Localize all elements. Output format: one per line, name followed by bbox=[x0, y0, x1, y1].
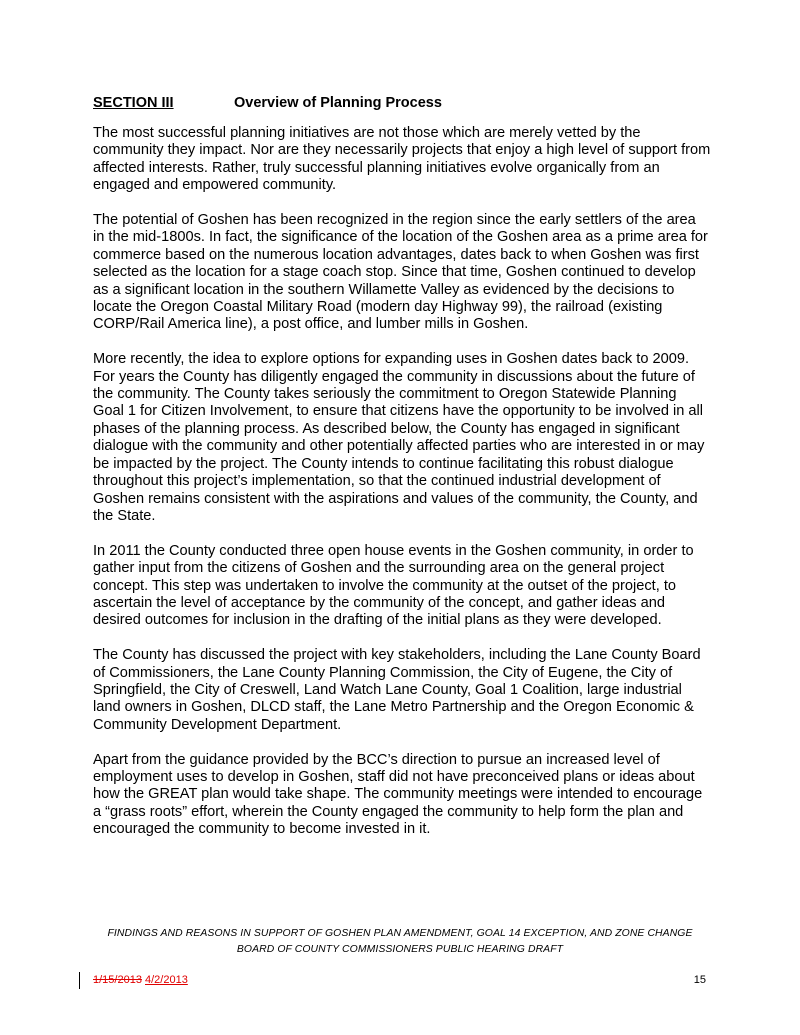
page-number: 15 bbox=[693, 974, 706, 986]
section-title: Overview of Planning Process bbox=[234, 95, 442, 111]
section-label: SECTION III bbox=[93, 95, 174, 111]
section-heading bbox=[93, 93, 711, 113]
paragraph-stakeholders: The County has discussed the project with key stakeholders, including the Lane County Board of Commissioners, the Lane County Planning Commission, the City of Eugene, the City of Springfield, the City of Creswell, Land Watch Lane County, Goal 1 Coalition, large industrial land owners in Goshen, DLCD staff, the Lane Metro Partnership and the Oregon Economic & Community Development Department. bbox=[93, 647, 701, 733]
paragraph-recent: More recently, the idea to explore options for expanding uses in Goshen dates back to 2009. For years the County has diligently engaged the community in discussions about the future of the community. The County takes seriously the commitment to Oregon Statewide Planning Goal 1 for Citizen Involvement, to ensure that citizens have the opportunity to be involved in all phases of the planning process. As described below, the County has engaged in significant dialogue with the community and other potentially affected parties who are interested in or may be impacted by the project. The County intends to continue facilitating this robust dialogue throughout this project’s implementation, so that the continued industrial development of Goshen remains consistent with the aspirations and values of the community, the County, and the State. bbox=[93, 351, 705, 524]
revision-change-bar bbox=[79, 972, 80, 989]
paragraph-history: The potential of Goshen has been recognized in the region since the early settlers of the area in the mid-1800s. In fact, the significance of the location of the Goshen area as a prime area for commerce based on the numerous location advantages, dates back to when Goshen was first selected as the location for a stage coach stop. Since that time, Goshen continued to develop as a significant location in the southern Willamette Valley as evidenced by the decisions to locate the Oregon Coastal Military Road (modern day Highway 99), the railroad (existing CORP/Rail America line), a post office, and lumber mills in Goshen. bbox=[93, 212, 708, 333]
document-footer bbox=[80, 926, 720, 958]
footer-title-line: FINDINGS AND REASONS IN SUPPORT OF GOSHEN PLAN AMENDMENT, GOAL 14 EXCEPTION, AND ZONE CHANGE bbox=[107, 928, 693, 939]
deleted-date: 1/15/2013 bbox=[93, 974, 142, 986]
revision-date bbox=[93, 973, 188, 987]
inserted-date: 4/2/2013 bbox=[145, 974, 188, 986]
footer-subtitle-line: BOARD OF COUNTY COMMISSIONERS PUBLIC HEARING DRAFT bbox=[236, 944, 564, 955]
paragraph-intro: The most successful planning initiatives are not those which are merely vetted by the community they impact. Nor are they necessarily projects that enjoy a high level of support from affected interests. Rather, truly successful planning initiatives evolve organically from an engaged and empowered community. bbox=[93, 125, 711, 194]
paragraph-open-house: In 2011 the County conducted three open house events in the Goshen community, in order to gather input from the citizens of Goshen and the surrounding area on the general project concept. This step was undertaken to involve the community at the outset of the project, to ascertain the level of acceptance by the community of the concept, and gather ideas and desired outcomes for inclusion in the drafting of the initial plans as they were developed. bbox=[93, 542, 694, 629]
page-content bbox=[93, 93, 711, 856]
paragraph-guidance: Apart from the guidance provided by the BCC’s direction to pursue an increased level of employment uses to develop in Goshen, staff did not have preconceived plans or ideas about how the GREAT plan would take shape. The community meetings were intended to encourage a “grass roots” effort, wherein the County engaged the community to help form the plan and encouraged the community to become invested in it. bbox=[93, 751, 703, 838]
